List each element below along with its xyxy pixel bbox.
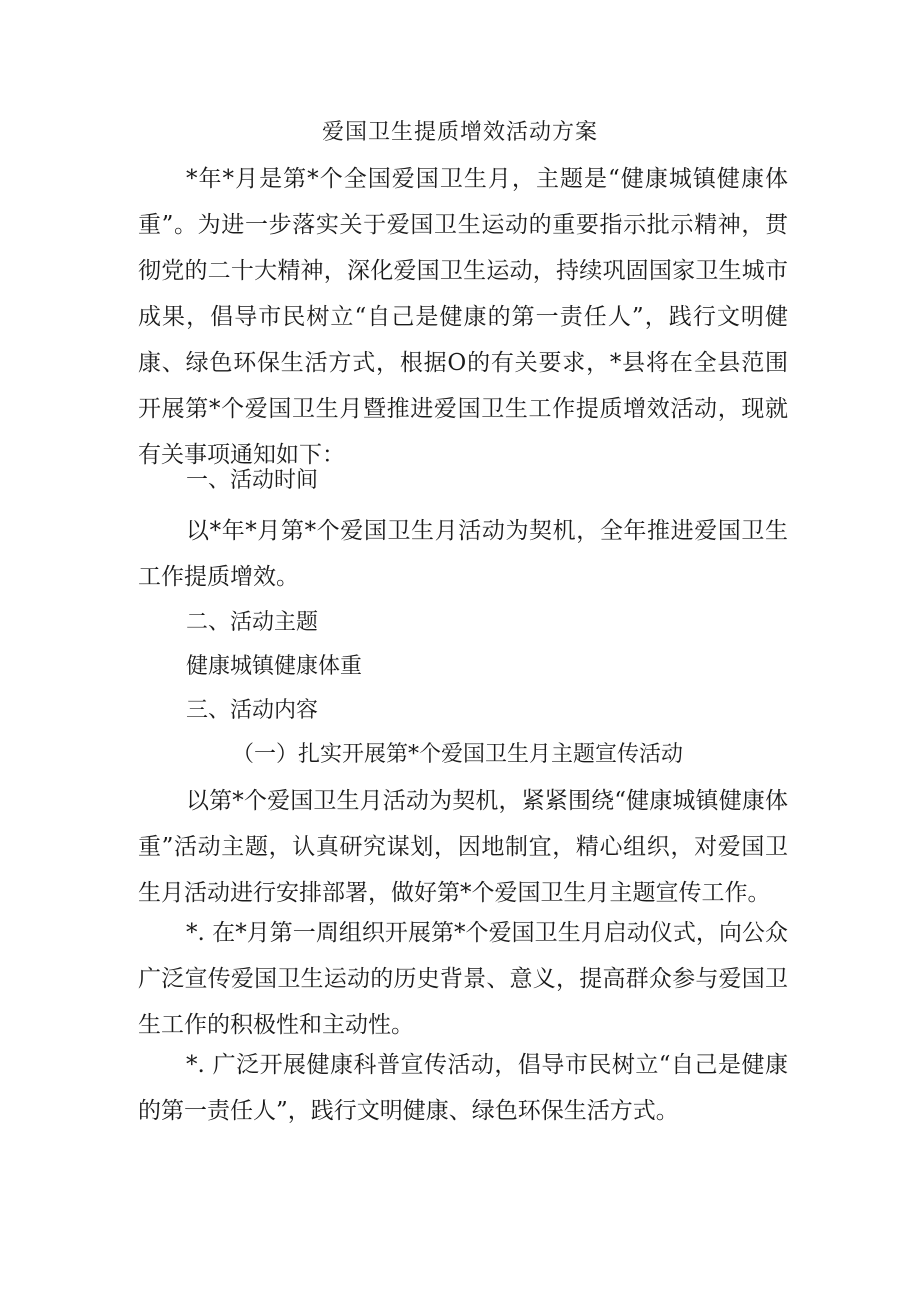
section-3-sub-1-paragraph: 以第*个爱国卫生月活动为契机，紧紧围绕“健康城镇健康体重”活动主题，认真研究谋划，因地制宜，精心组织，对爱国卫生月活动进行安排部署，做好第*个爱国卫生月主题宣传工作。: [138, 788, 788, 906]
list-item-1: *. 在*月第一周组织开展第*个爱国卫生月启动仪式，向公众广泛宣传爱国卫生运动的历史背景、意义，提高群众参与爱国卫生工作的积极性和主动性。: [138, 920, 788, 1038]
section-1-heading: 一、活动时间: [186, 468, 319, 493]
list-item-2: *. 广泛开展健康科普宣传活动，倡导市民树立“自己是健康的第一责任人”，践行文明健康、绿色环保生活方式。: [138, 1052, 788, 1124]
section-1-paragraph: 以*年*月第*个爱国卫生月活动为契机，全年推进爱国卫生工作提质增效。: [138, 518, 788, 590]
section-2-heading: 二、活动主题: [186, 610, 319, 635]
section-3-heading: 三、活动内容: [186, 698, 319, 723]
intro-paragraph: *年*月是第*个全国爱国卫生月，主题是“健康城镇健康体重”。为进一步落实关于爱国卫生运动的重要指示批示精神，贯彻党的二十大精神，深化爱国卫生运动，持续巩固国家卫生城市成果，倡导市民树立“自己是健康的第一责任人”，践行文明健康、绿色环保生活方式，根据O的有关要求，*县将在全县范围开展第*个爱国卫生月暨推进爱国卫生工作提质增效活动，现就有关事项通知如下：: [138, 166, 788, 468]
section-2-paragraph: 健康城镇健康体重: [186, 654, 363, 679]
document-title: 爱国卫生提质增效活动方案: [321, 120, 598, 145]
section-3-subheading-1: （一）扎实开展第*个爱国卫生月主题宣传活动: [232, 742, 684, 767]
